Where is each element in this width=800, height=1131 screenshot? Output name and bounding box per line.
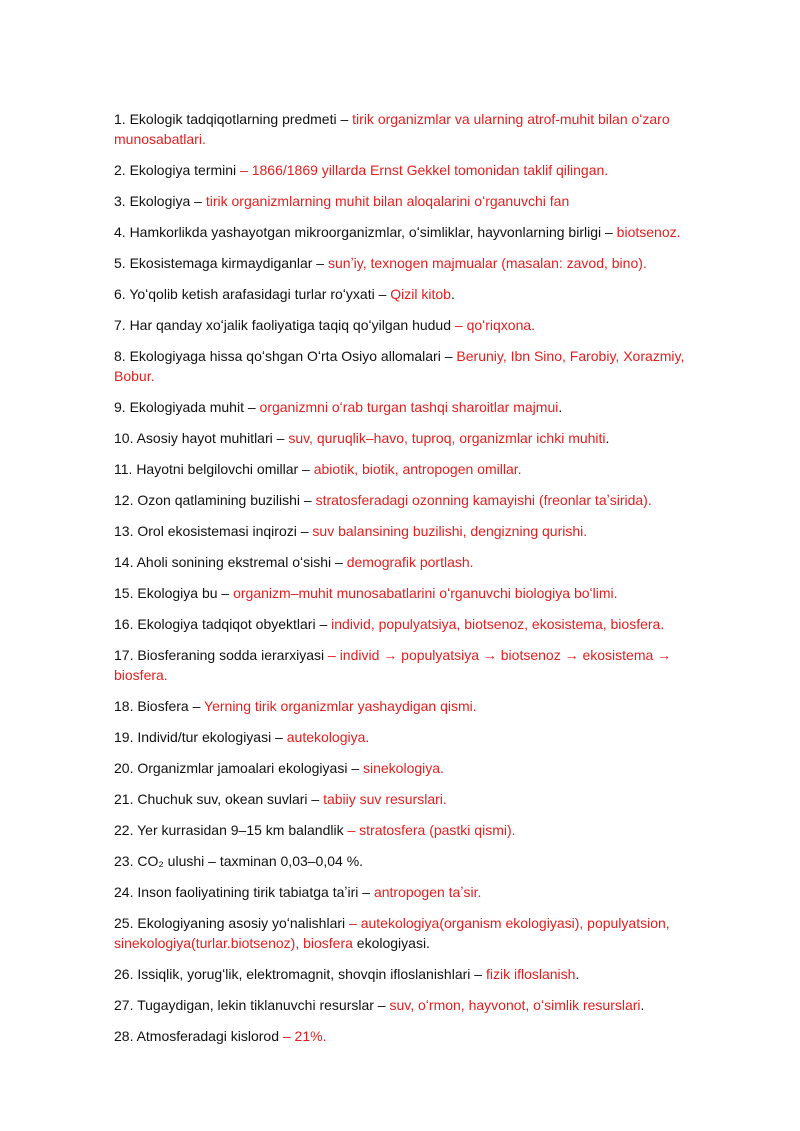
list-item: [114, 1026, 714, 1046]
list-item: [114, 995, 714, 1015]
item-answer: – autekologiya(organism ekologiyasi), populyatsion, sinekologiya(turlar.biotsenoz), biosfera: [114, 915, 670, 951]
item-text: 6. Yoʻqolib ketish arafasidagi turlar roʻyxati –: [114, 286, 391, 302]
item-answer: Qizil kitob: [390, 286, 451, 302]
item-answer: fizik ifloslanish: [485, 966, 576, 982]
list-item: [114, 882, 714, 902]
list-item: [114, 160, 714, 180]
list-item: [114, 583, 714, 603]
list-item: [114, 284, 714, 304]
item-text: 8. Ekologiyaga hissa qoʻshgan Oʻrta Osiyo allomalari –: [114, 348, 457, 364]
item-text: 11. Hayotni belgilovchi omillar –: [114, 461, 314, 477]
list-item: [114, 109, 714, 149]
list-item: [114, 521, 714, 541]
item-answer: – 21%.: [282, 1028, 327, 1044]
item-answer: demografik portlash.: [346, 554, 474, 570]
item-text: 19. Individ/tur ekologiyasi –: [114, 729, 287, 745]
item-answer: suv, quruqlik–havo, tuproq, organizmlar ichki muhiti: [288, 430, 606, 446]
item-answer: Beruniy, Ibn Sino, Farobiy, Xorazmiy, Bobur.: [114, 348, 685, 384]
item-answer: individ, populyatsiya, biotsenoz, ekosistema, biosfera.: [331, 616, 665, 632]
item-text: 4. Hamkorlikda yashayotgan mikroorganizmlar, oʻsimliklar, hayvonlarning birligi –: [114, 224, 617, 240]
item-answer: Yerning tirik organizmlar yashaydigan qismi.: [204, 698, 477, 714]
item-answer: organizmni oʻrab turgan tashqi sharoitlar majmui: [259, 399, 559, 415]
item-text: 22. Yer kurrasidan 9–15 km balandlik: [114, 822, 348, 838]
list-item: [114, 253, 714, 273]
item-suffix: .: [575, 966, 580, 982]
item-answer: suv balansining buzilishi, dengizning qurishi.: [312, 523, 588, 539]
list-item: [114, 191, 714, 211]
item-suffix: ekologiyasi.: [352, 935, 430, 951]
list-item: [114, 315, 714, 335]
item-text: 28. Atmosferadagi kislorod: [114, 1028, 283, 1044]
item-answer: – individ → populyatsiya → biotsenoz → ekosistema → biosfera.: [114, 647, 672, 683]
list-item: [114, 490, 714, 510]
list-item: [114, 614, 714, 634]
item-suffix: .: [558, 399, 563, 415]
item-answer: autekologiya.: [286, 729, 370, 745]
item-answer: stratosferadagi ozonning kamayishi (freonlar taʼsirida).: [315, 492, 652, 508]
list-item: [114, 913, 714, 953]
item-answer: – stratosfera (pastki qismi).: [347, 822, 516, 838]
item-answer: tabiiy suv resurslari.: [323, 791, 447, 807]
item-answer: antropogen taʼsir.: [373, 884, 482, 900]
item-text: 18. Biosfera –: [114, 698, 205, 714]
item-answer: organizm–muhit munosabatlarini oʻrganuvchi biologiya boʻlimi.: [233, 585, 618, 601]
list-item: [114, 459, 714, 479]
item-text: 24. Inson faoliyatining tirik tabiatga taʼiri –: [114, 884, 374, 900]
item-text: 20. Organizmlar jamoalari ekologiyasi –: [114, 760, 363, 776]
item-answer: biotsenoz.: [616, 224, 681, 240]
item-answer: tirik organizmlarning muhit bilan aloqalarini oʻrganuvchi fan: [205, 193, 570, 209]
item-text: 7. Har qanday xoʻjalik faoliyatiga taqiq qoʻyilgan hudud: [114, 317, 455, 333]
item-text: 17. Biosferaning sodda ierarxiyasi: [114, 647, 329, 663]
item-text: 5. Ekosistemaga kirmaydiganlar –: [114, 255, 328, 271]
item-text: 16. Ekologiya tadqiqot obyektlari –: [114, 616, 332, 632]
list-item: [114, 964, 714, 984]
item-text: 2. Ekologiya termini: [114, 162, 241, 178]
item-answer: sunʼiy, texnogen majmualar (masalan: zavod, bino).: [328, 255, 647, 271]
list-item: [114, 789, 714, 809]
item-text: 3. Ekologiya –: [114, 193, 206, 209]
item-text: 21. Chuchuk suv, okean suvlari –: [114, 791, 324, 807]
item-text: 9. Ekologiyada muhit –: [114, 399, 260, 415]
item-text: 10. Asosiy hayot muhitlari –: [114, 430, 289, 446]
list-item: [114, 820, 714, 840]
list-item: [114, 727, 714, 747]
list-item: [114, 552, 714, 572]
item-text: 14. Aholi sonining ekstremal oʻsishi –: [114, 554, 347, 570]
item-answer: sinekologiya.: [363, 760, 444, 776]
item-text: 25. Ekologiyaning asosiy yoʻnalishlari: [114, 915, 350, 931]
list-item: [114, 758, 714, 778]
item-suffix: .: [640, 997, 645, 1013]
list-item: [114, 346, 714, 386]
list-item: [114, 645, 714, 685]
item-suffix: .: [605, 430, 610, 446]
item-text: 27. Tugaydigan, lekin tiklanuvchi resurslar –: [114, 997, 390, 1013]
item-answer: tirik organizmlar va ularning atrof-muhit bilan oʻzaro munosabatlari.: [114, 111, 670, 147]
item-answer: suv, oʻrmon, hayvonot, oʻsimlik resurslari: [389, 997, 641, 1013]
item-answer: abiotik, biotik, antropogen omillar.: [313, 461, 522, 477]
list-item: [114, 851, 714, 871]
list-item: [114, 397, 714, 417]
item-suffix: .: [450, 286, 455, 302]
item-text: 15. Ekologiya bu –: [114, 585, 234, 601]
list-item: [114, 696, 714, 716]
item-answer: – qoʻriqxona.: [454, 317, 536, 333]
item-text: 1. Ekologik tadqiqotlarning predmeti –: [114, 111, 353, 127]
item-text: 23. CO₂ ulushi – taxminan 0,03–0,04 %.: [114, 853, 364, 869]
item-text: 13. Orol ekosistemasi inqirozi –: [114, 523, 313, 539]
list-item: [114, 428, 714, 448]
item-answer: – 1866/1869 yillarda Ernst Gekkel tomonidan taklif qilingan.: [240, 162, 609, 178]
item-text: 12. Ozon qatlamining buzilishi –: [114, 492, 316, 508]
numbered-list: [114, 109, 714, 1057]
list-item: [114, 222, 714, 242]
item-text: 26. Issiqlik, yorugʻlik, elektromagnit, shovqin ifloslanishlari –: [114, 966, 486, 982]
